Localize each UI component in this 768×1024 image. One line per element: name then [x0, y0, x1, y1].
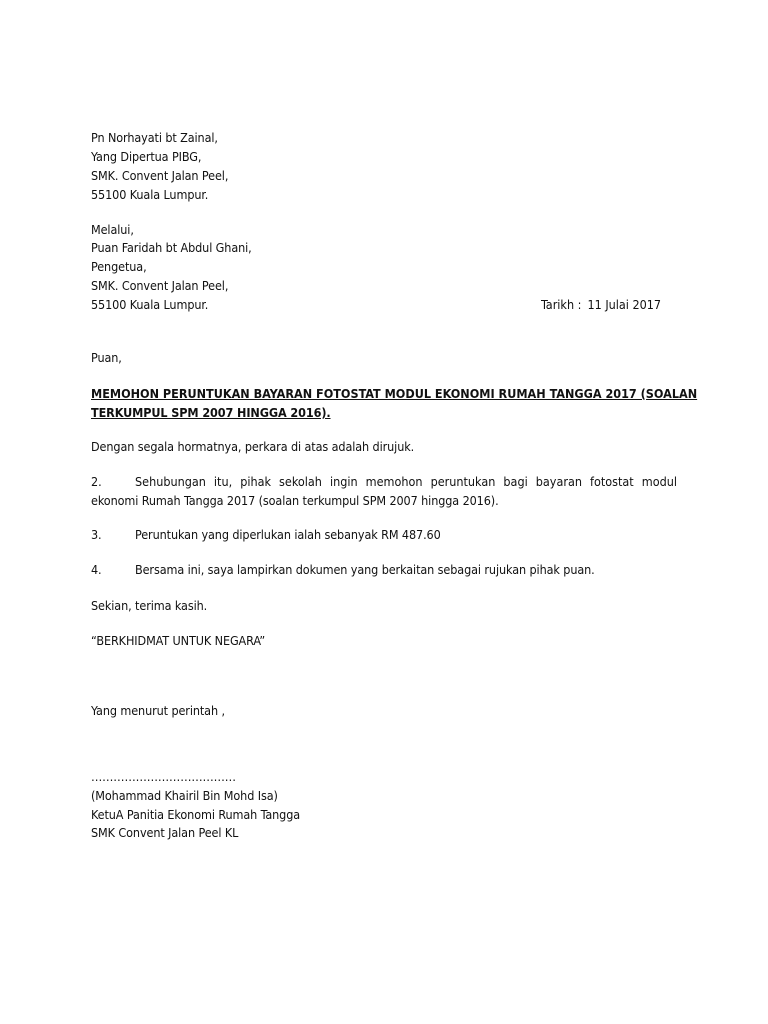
subject-line-2: TERKUMPUL SPM 2007 HINGGA 2016).: [91, 405, 331, 420]
via-label: Melalui,: [91, 222, 134, 237]
paragraph-3-text: Peruntukan yang diperlukan ialah sebanyak RM 487.60: [135, 527, 441, 542]
paragraph-4-number: 4.: [91, 562, 102, 577]
paragraph-2-line-1: [91, 472, 677, 491]
paragraph-3-number: 3.: [91, 527, 102, 542]
closing-thanks: Sekian, terima kasih.: [91, 598, 208, 613]
signatory-title: KetuA Panitia Ekonomi Rumah Tangga: [91, 807, 301, 822]
paragraph-4: [91, 560, 595, 579]
paragraph-1: Dengan segala hormatnya, perkara di atas adalah dirujuk.: [91, 439, 415, 454]
letter-date: [541, 295, 661, 314]
paragraph-2-number: 2.: [91, 474, 102, 489]
date-label: Tarikh :: [541, 297, 582, 312]
recipient-city: 55100 Kuala Lumpur.: [91, 187, 209, 202]
date-value: 11 Julai 2017: [587, 297, 662, 312]
recipient-name: Pn Norhayati bt Zainal,: [91, 130, 218, 145]
signatory-name: (Mohammad Khairil Bin Mohd Isa): [91, 788, 278, 803]
via-city: 55100 Kuala Lumpur.: [91, 297, 209, 312]
paragraph-4-text: Bersama ini, saya lampirkan dokumen yang berkaitan sebagai rujukan pihak puan.: [135, 562, 595, 577]
via-school: SMK. Convent Jalan Peel,: [91, 278, 229, 293]
recipient-position: Yang Dipertua PIBG,: [91, 149, 202, 164]
recipient-school: SMK. Convent Jalan Peel,: [91, 168, 229, 183]
salutation: Puan,: [91, 350, 122, 365]
paragraph-2-text: Sehubungan itu, pihak sekolah ingin memohon peruntukan bagi bayaran fotostat modul: [135, 474, 677, 489]
via-name: Puan Faridah bt Abdul Ghani,: [91, 240, 252, 255]
signature-line: …………………………………: [91, 769, 236, 784]
subject-line-1: MEMOHON PERUNTUKAN BAYARAN FOTOSTAT MODUL EKONOMI RUMAH TANGGA 2017 (SOALAN: [91, 386, 698, 401]
closing-motto: “BERKHIDMAT UNTUK NEGARA”: [91, 633, 266, 648]
signatory-school: SMK Convent Jalan Peel KL: [91, 825, 239, 840]
closing-order: Yang menurut perintah ,: [91, 703, 225, 718]
paragraph-3: [91, 525, 441, 544]
via-position: Pengetua,: [91, 259, 147, 274]
paragraph-2-line-2: ekonomi Rumah Tangga 2017 (soalan terkumpul SPM 2007 hingga 2016).: [91, 493, 499, 508]
